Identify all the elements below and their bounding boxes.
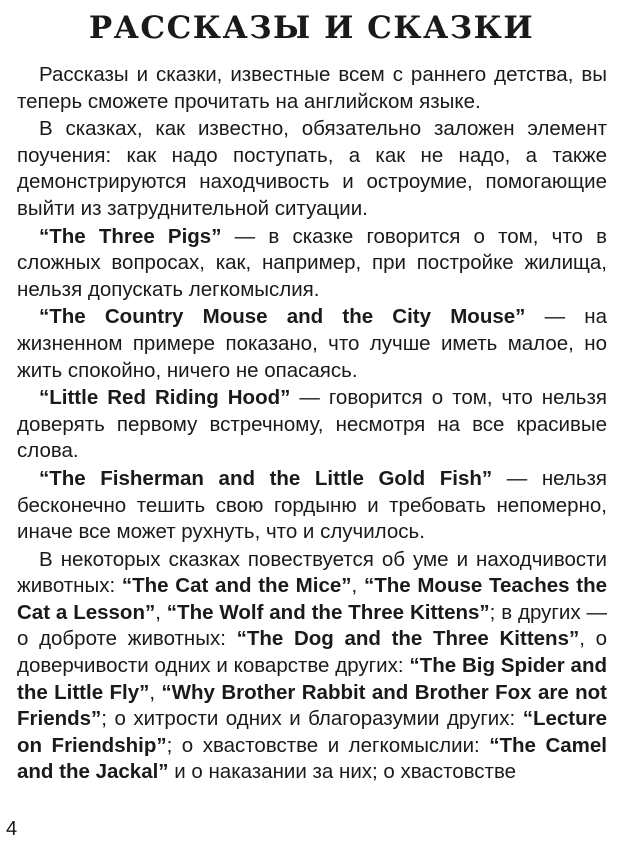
page-title: РАССКАЗЫ И СКАЗКИ [88,10,535,46]
story-title: “Lecture on Friendship” [17,707,607,757]
paragraph-text: — говорится о том, что нельзя доверять первому встречному, несмотря на все красивые слова. [17,386,607,463]
story-title: “The Fisherman and the Little Gold Fish” [39,466,493,490]
story-title: “The Wolf and the Three Kittens” [166,600,490,624]
story-title: “The Big Spider and the Little Fly” [17,654,607,704]
paragraph-text: В сказках, как известно, обязательно заложен элемент поучения: как надо поступать, а как не надо, а также демонстрируются находчивость и остроумие, помогающие выйти из затруднительной ситуации. [17,117,607,220]
paragraph-red-riding-hood [17,385,607,465]
story-title: “The Camel and the Jackal” [17,733,608,784]
paragraph-intro [17,62,607,115]
paragraph-text: ; о хитрости одних и благоразумии других: [101,707,523,731]
paragraph-text: В некоторых сказках повествуется об уме и находчивости животных: [17,547,607,598]
story-title: “The Dog and the Three Kittens” [236,627,580,651]
paragraph-text: — на жизненном примере показано, что лучше иметь малое, но жить спокойно, ничего не опасаясь. [17,305,607,382]
story-title: “The Three Pigs” [39,224,222,248]
story-title: “Little Red Riding Hood” [39,386,291,410]
paragraph-moral [17,116,607,222]
paragraph-text: Рассказы и сказки, известные всем с раннего детства, вы теперь сможете прочитать на английском языке. [17,63,607,113]
paragraph-animal-stories [17,547,607,786]
paragraph-text: , [155,600,167,624]
paragraph-three-pigs [17,224,607,304]
story-title: “Why Brother Rabbit and Brother Fox are not Friends” [17,680,607,731]
paragraph-text: ; о хвастовстве и легкомыслии: [166,733,490,757]
story-title: “The Mouse Teaches the Cat a Lesson” [17,574,607,624]
paragraph-text: и о наказании за них; о хвастовстве [168,760,517,784]
story-title: “The Country Mouse and the City Mouse” [39,305,526,329]
paragraph-country-mouse [17,304,607,384]
paragraph-fisherman [17,466,607,546]
story-title: “The Cat and the Mice” [121,574,352,598]
page-number: 4 [6,818,18,840]
paragraph-text: , о доверчивости одних и коварстве других: [17,627,607,678]
paragraph-text: , [149,680,162,704]
paragraph-text: ; в других — о доброте животных: [17,600,607,651]
paragraph-text: — нельзя бесконечно тешить свою гордыню и требовать непомерно, иначе все может рухнуть, что и случилось. [17,466,608,544]
paragraph-text: , [351,574,364,598]
body-text [17,62,607,787]
paragraph-text: — в сказке говорится о том, что в сложных вопросах, как, например, при постройке жилища, нельзя допускать легкомыслия. [17,224,607,301]
